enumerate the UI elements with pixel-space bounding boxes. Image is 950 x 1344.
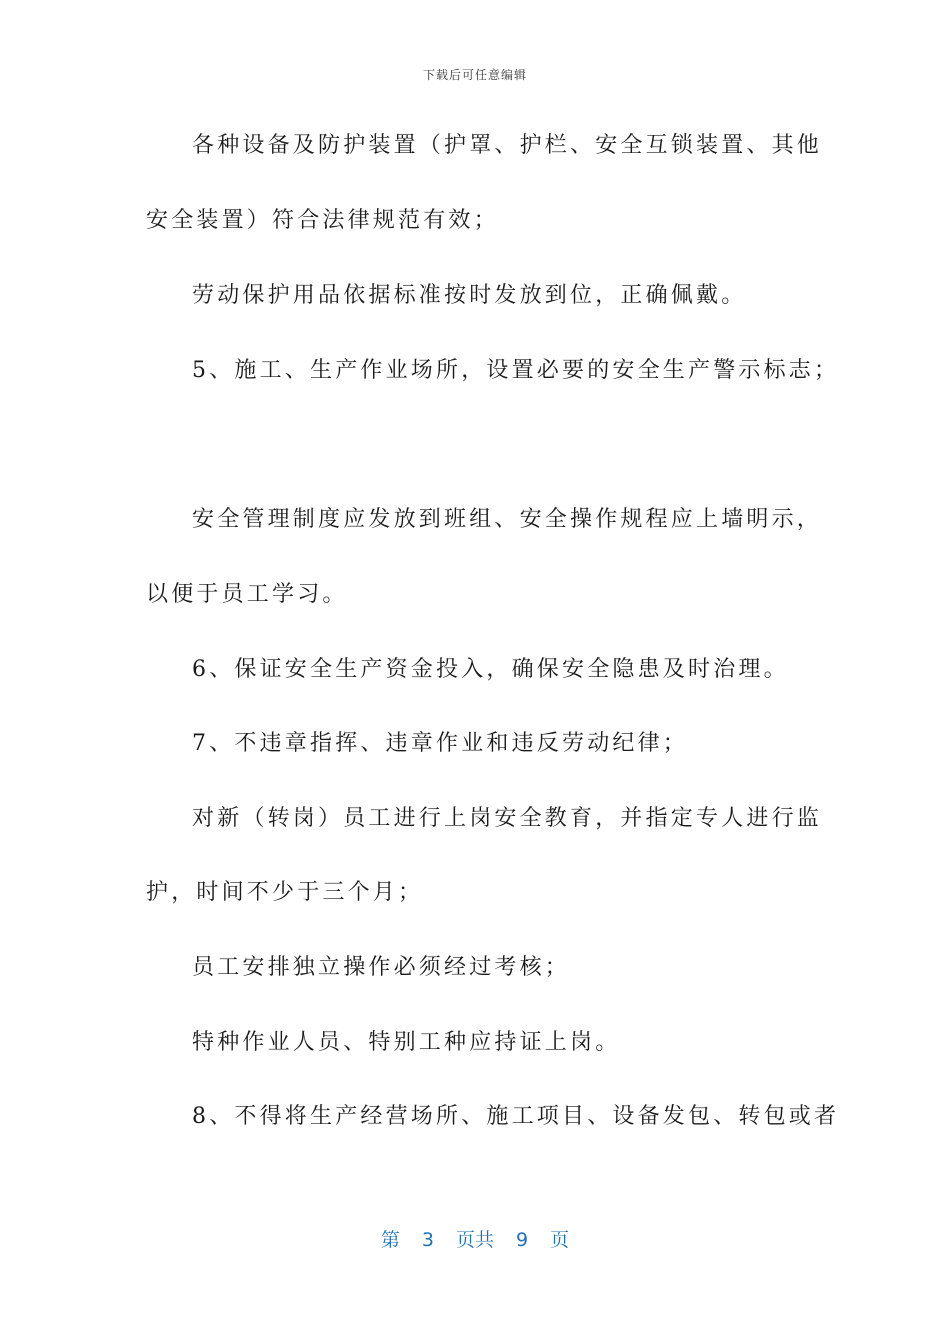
- paragraph-line: 以便于员工学习。: [146, 582, 348, 607]
- footer-suffix: 页: [550, 1229, 570, 1251]
- paragraph-line: 6、保证安全生产资金投入，确保安全隐患及时治理。: [192, 657, 789, 682]
- paragraph-line: 对新（转岗）员工进行上岗安全教育，并指定专人进行监: [192, 806, 823, 831]
- paragraph-line: 特种作业人员、特别工种应持证上岗。: [192, 1030, 621, 1055]
- total-page-number: 9: [516, 1229, 529, 1251]
- current-page-number: 3: [421, 1229, 434, 1251]
- paragraph-line: 7、不违章指挥、违章作业和违反劳动纪律；: [192, 731, 688, 756]
- paragraph-line: 劳动保护用品依据标准按时发放到位，正确佩戴。: [192, 283, 747, 308]
- paragraph-line: 员工安排独立操作必须经过考核；: [192, 955, 571, 980]
- paragraph-line: 8、不得将生产经营场所、施工项目、设备发包、转包或者: [192, 1104, 840, 1129]
- page-header-note: 下载后可任意编辑: [422, 68, 527, 82]
- page-number-footer: [0, 1225, 950, 1252]
- paragraph-line: 安全管理制度应发放到班组、安全操作规程应上墙明示，: [192, 507, 823, 532]
- paragraph-line: 5、施工、生产作业场所，设置必要的安全生产警示标志；: [192, 358, 840, 383]
- footer-middle: 页共: [455, 1229, 494, 1251]
- footer-prefix: 第: [380, 1229, 400, 1251]
- paragraph-line: 护，时间不少于三个月；: [146, 880, 424, 905]
- paragraph-line: 安全装置）符合法律规范有效；: [146, 208, 499, 233]
- paragraph-line: 各种设备及防护装置（护罩、护栏、安全互锁装置、其他: [192, 133, 823, 158]
